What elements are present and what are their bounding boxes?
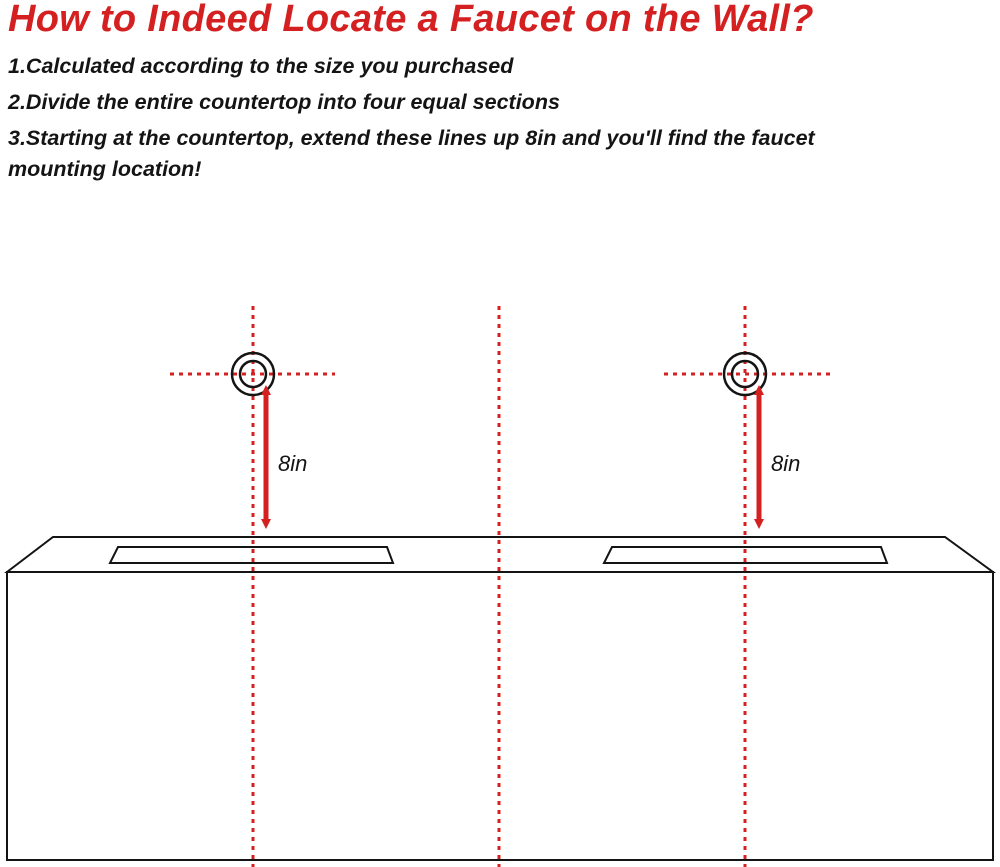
step-3-text: 3.Starting at the countertop, extend these lines up 8in and you'll find the faucet: [8, 126, 815, 150]
step-2-text: 2.Divide the entire countertop into four equal sections: [8, 90, 560, 114]
step-3-continuation: mounting location!: [8, 157, 202, 181]
measurement-label-left: 8in: [278, 451, 308, 476]
measurement-label-right: 8in: [771, 451, 801, 476]
page-title: How to Indeed Locate a Faucet on the Wall?: [8, 0, 814, 40]
step-1-text: 1.Calculated according to the size you purchased: [8, 54, 514, 78]
